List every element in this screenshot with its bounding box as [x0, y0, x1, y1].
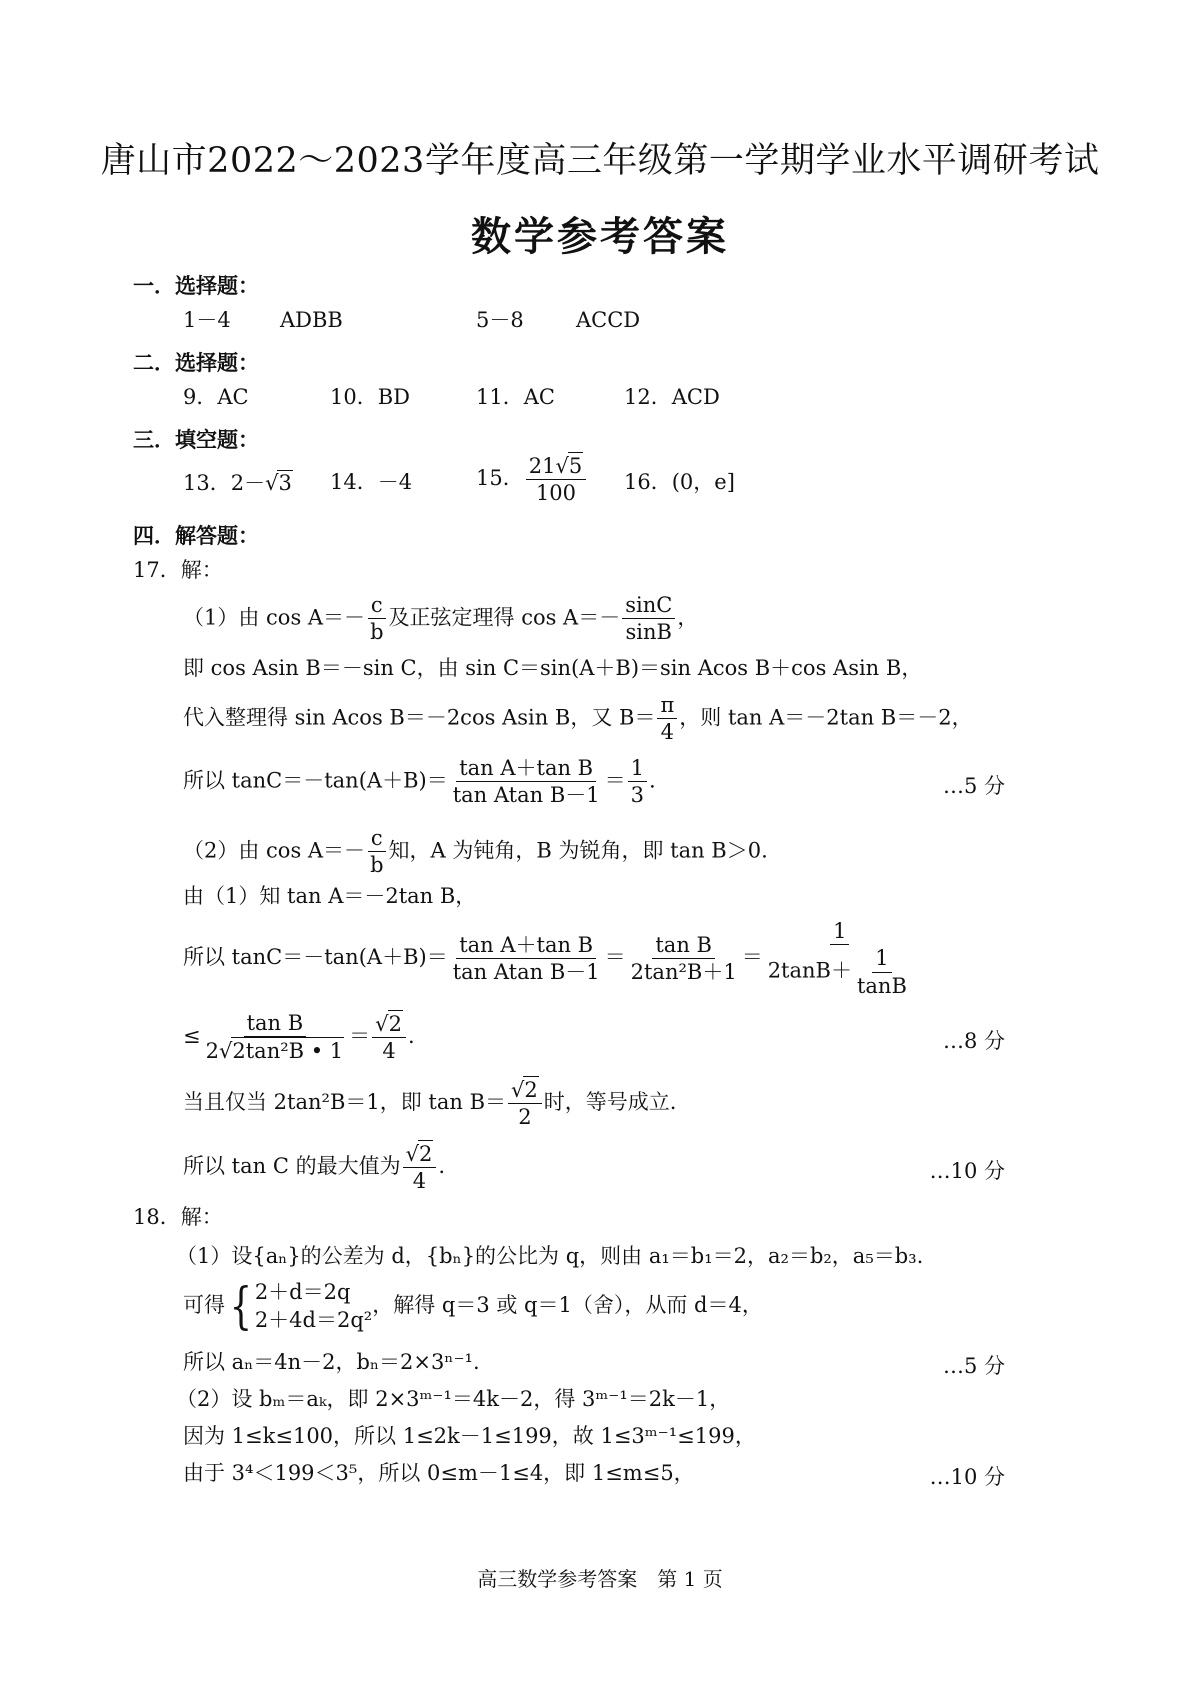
- section-heading-solution: 四．解答题：: [133, 523, 259, 548]
- p18-line-1: （1）设{aₙ}的公差为 d，{bₙ}的公比为 q，则由 a₁＝b₁＝2，a₂＝b₂，a₅＝b₃.: [176, 1244, 924, 1268]
- answer-11: 11．AC: [476, 385, 555, 409]
- score-mark-17-3: …10 分: [929, 1159, 1005, 1183]
- answer-range-2: 5－8: [476, 308, 524, 332]
- p18-line-4: （2）设 bₘ＝aₖ，即 2×3ᵐ⁻¹＝4k－2，得 3ᵐ⁻¹＝2k－1，: [176, 1387, 731, 1411]
- p17-line-3: 代入整理得 sin Acos B＝－2cos Asin B，又 B＝ $\frac{\pi}{4}$ ，则 tan A＝－2tan B＝－2，: [183, 693, 973, 745]
- answer-13: 13．2－√3: [183, 471, 292, 495]
- p18-line-2: 可得{ 2＋d＝2q 2＋4d＝2q² ，解得 q＝3 或 q＝1（舍），从而 d＝4，: [183, 1277, 763, 1336]
- p17-line-1: （1）由 cos A＝－ $\frac{c}{b}$ 及正弦定理得 cos A＝－ $\frac{\sin C}{\sin B}$ ，: [183, 593, 699, 645]
- section-heading-choice: 一．选择题：: [133, 273, 259, 298]
- p18-line-6: 由于 3⁴＜199＜3⁵，所以 0≤m－1≤4，即 1≤m≤5，: [183, 1461, 695, 1485]
- section-heading-multi: 二．选择题：: [133, 350, 259, 375]
- section-heading-fill: 三．填空题：: [133, 427, 259, 452]
- page-subtitle: 数学参考答案: [471, 213, 729, 260]
- p18-line-5: 因为 1≤k≤100，所以 1≤2k－1≤199，故 1≤3ᵐ⁻¹≤199，: [183, 1424, 756, 1448]
- answer-10: 10．BD: [330, 385, 410, 409]
- answer-9: 9．AC: [183, 385, 249, 409]
- answer-range-1: 1－4: [183, 308, 231, 332]
- p17-line-2: 即 cos Asin B＝－sin C，由 sin C＝sin(A＋B)＝sin Acos B＋cos Asin B，: [183, 656, 923, 680]
- answer-set-2: ACCD: [576, 308, 641, 332]
- answer-15: 15． $\frac{21√5}{100}$: [476, 452, 588, 507]
- p17-line-7: 所以 tanC＝－tan(A＋B)＝ $\frac{\text{tan A＋tan B}}{\text{tan Atan B－1}}$ ＝ $\frac{\text{tan B}}{\text{2tan²B＋1}}$ ＝ 1 2tanB＋ $\frac{1}{\tan B}$: [183, 919, 907, 998]
- problem-17-title: 17．解：: [133, 558, 223, 582]
- answer-set-1: ADBB: [280, 308, 343, 332]
- p17-line-8: ≤ $\frac{\text{tan B}}{\text{2√2tan²B • 1}}$ ＝ $\frac{√2}{4}$ .: [183, 1011, 415, 1064]
- score-mark-17-2: …8 分: [942, 1029, 1005, 1053]
- score-mark-18-1: …5 分: [942, 1354, 1005, 1378]
- score-mark-18-2: …10 分: [929, 1465, 1005, 1489]
- p17-line-6: 由（1）知 tan A＝－2tan B，: [183, 884, 477, 908]
- score-mark-17-1: …5 分: [942, 774, 1005, 798]
- p17-line-10: 所以 tan C 的最大值为 $\frac{√2}{4}$ .: [183, 1142, 446, 1194]
- p18-line-3: 所以 aₙ＝4n－2，bₙ＝2×3ⁿ⁻¹.: [183, 1350, 480, 1374]
- p17-line-5: （2）由 cos A＝－ $\frac{c}{b}$ 知，A 为钝角，B 为锐角，即 tan B＞0.: [183, 826, 768, 878]
- answer-12: 12．ACD: [624, 385, 720, 409]
- answer-16: 16．(0，e]: [624, 470, 735, 494]
- p17-line-9: 当且仅当 2tan²B＝1，即 tan B＝ $\frac{√2}{2}$ 时，等号成立.: [183, 1078, 677, 1130]
- page-footer: 高三数学参考答案 第 1 页: [477, 1567, 723, 1591]
- page-title: 唐山市2022～2023学年度高三年级第一学期学业水平调研考试: [100, 141, 1100, 181]
- problem-18-title: 18．解：: [133, 1205, 223, 1229]
- answer-14: 14．－4: [330, 470, 413, 494]
- p17-line-4: 所以 tanC＝－tan(A＋B)＝ $\frac{\text{tan A＋tan B}}{\text{tan Atan B－1}}$ ＝ $\frac{1}{3}$ .: [183, 756, 656, 808]
